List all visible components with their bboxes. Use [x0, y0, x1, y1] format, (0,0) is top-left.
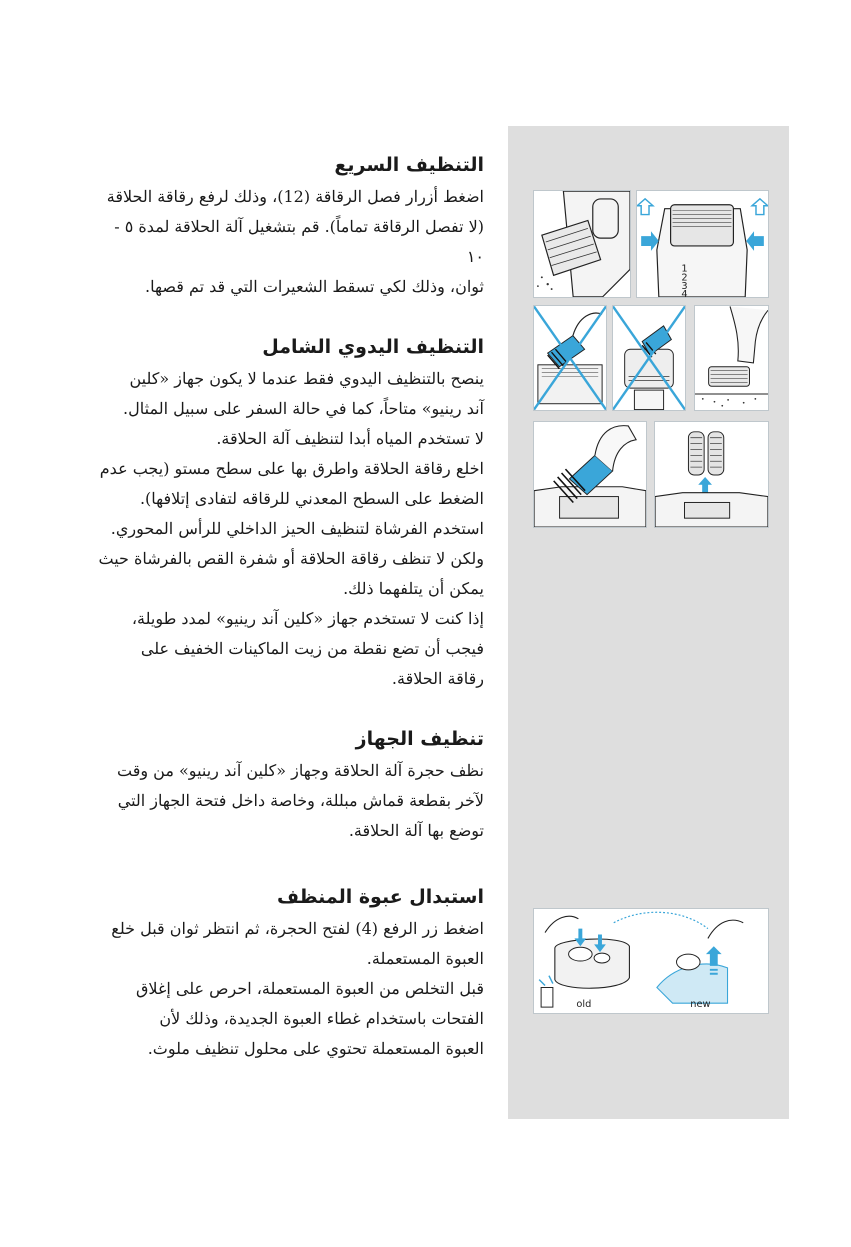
- figure-foil-release: [636, 190, 769, 298]
- section-title: التنظيف السريع: [334, 154, 484, 176]
- ruler-mark: 4: [681, 289, 688, 297]
- text-line: العبوة المستعملة تحتوي على محلول تنظيف ملوث.: [147, 1039, 484, 1058]
- text-line: قبل التخلص من العبوة المستعملة، احرص على إغلاق: [136, 979, 484, 998]
- text-line: لا تستخدم المياه أبدا لتنظيف آلة الحلاقة.: [216, 429, 484, 448]
- instructions-column: [92, 150, 484, 1088]
- text-line: اضغط زر الرفع (4) لفتح الحجرة، ثم انتظر ثوان قبل خلع: [111, 919, 484, 938]
- new-cartridge-label: new: [690, 999, 711, 1011]
- text-line: الفتحات باستخدام غطاء العبوة الجديدة، وذلك لأن: [159, 1009, 484, 1028]
- figure-no-brush-foil: [533, 305, 607, 411]
- text-line: الضغط على السطح المعدني للرقاقه لتفادى إتلافها).: [139, 489, 484, 508]
- cutter-lift-illustration: [655, 422, 768, 527]
- figure-tap-foil: [694, 305, 769, 411]
- section-quick-clean: [92, 150, 484, 302]
- figure-shaver-run: [533, 190, 631, 298]
- figure-brush-head: [533, 421, 647, 528]
- foil-release-illustration: [637, 191, 768, 297]
- old-cartridge-label: old: [576, 999, 592, 1011]
- text-line: اخلع رقاقة الحلاقة واطرق بها على سطح مستو (يجب عدم: [99, 459, 484, 478]
- section-manual-clean: [92, 332, 484, 694]
- figure-cutter-lift: [654, 421, 769, 528]
- no-brush-cutter-illustration: [613, 306, 685, 410]
- section-title: تنظيف الجهاز: [355, 728, 484, 750]
- brush-head-illustration: [534, 422, 646, 527]
- text-line: لآخر بقطعة قماش مبللة، وخاصة داخل فتحة الجهاز التي: [117, 791, 484, 810]
- section-device-clean: [92, 724, 484, 846]
- ruler-mark: 3: [681, 281, 688, 293]
- text-line: فيجب أن تضع نقطة من زيت الماكينات الخفيف على: [140, 639, 484, 658]
- ruler-mark: 1: [681, 263, 688, 275]
- figure-cartridge-replace: [533, 908, 769, 1014]
- shaver-run-illustration: [534, 191, 630, 297]
- text-line: ولكن لا تنظف رقاقة الحلاقة أو شفرة القص بالفرشاة حيث: [98, 549, 484, 568]
- text-line: توضع بها آلة الحلاقة.: [348, 821, 484, 840]
- figure-no-brush-cutter: [612, 305, 686, 411]
- text-line: يمكن أن يتلفهما ذلك.: [343, 579, 484, 598]
- section-title: التنظيف اليدوي الشامل: [262, 336, 484, 358]
- text-line: العبوة المستعملة.: [366, 949, 484, 968]
- section-cartridge-replace: [92, 882, 484, 1064]
- ruler-mark: 2: [681, 272, 688, 284]
- text-line: (لا تفصل الرقاقة تماماً). قم بتشغيل آلة الحلاقة لمدة ٥ - ١٠: [114, 217, 484, 266]
- text-line: رقاقة الحلاقة.: [391, 669, 484, 688]
- text-line: ثوان، وذلك لكي تسقط الشعيرات التي قد تم قصها.: [145, 277, 484, 296]
- text-line: اضغط أزرار فصل الرقاقة (12)، وذلك لرفع رقاقة الحلاقة: [106, 187, 484, 206]
- text-line: استخدم الفرشاة لتنظيف الحيز الداخلي للرأس المحوري.: [110, 519, 484, 538]
- no-brush-foil-illustration: [534, 306, 606, 410]
- section-title: استبدال عبوة المنظف: [276, 886, 484, 908]
- text-line: ينصح بالتنظيف اليدوي فقط عندما لا يكون جهاز «كلين: [129, 369, 484, 388]
- tap-foil-illustration: [695, 306, 768, 410]
- cartridge-replace-illustration: [534, 909, 768, 1013]
- text-line: آند رينيو» متاحاً، كما في حالة السفر على سبيل المثال.: [123, 399, 484, 418]
- text-line: إذا كنت لا تستخدم جهاز «كلين آند رينيو» لمدد طويلة،: [131, 609, 484, 628]
- text-line: نظف حجرة آلة الحلاقة وجهاز «كلين آند رينيو» من وقت: [117, 761, 484, 780]
